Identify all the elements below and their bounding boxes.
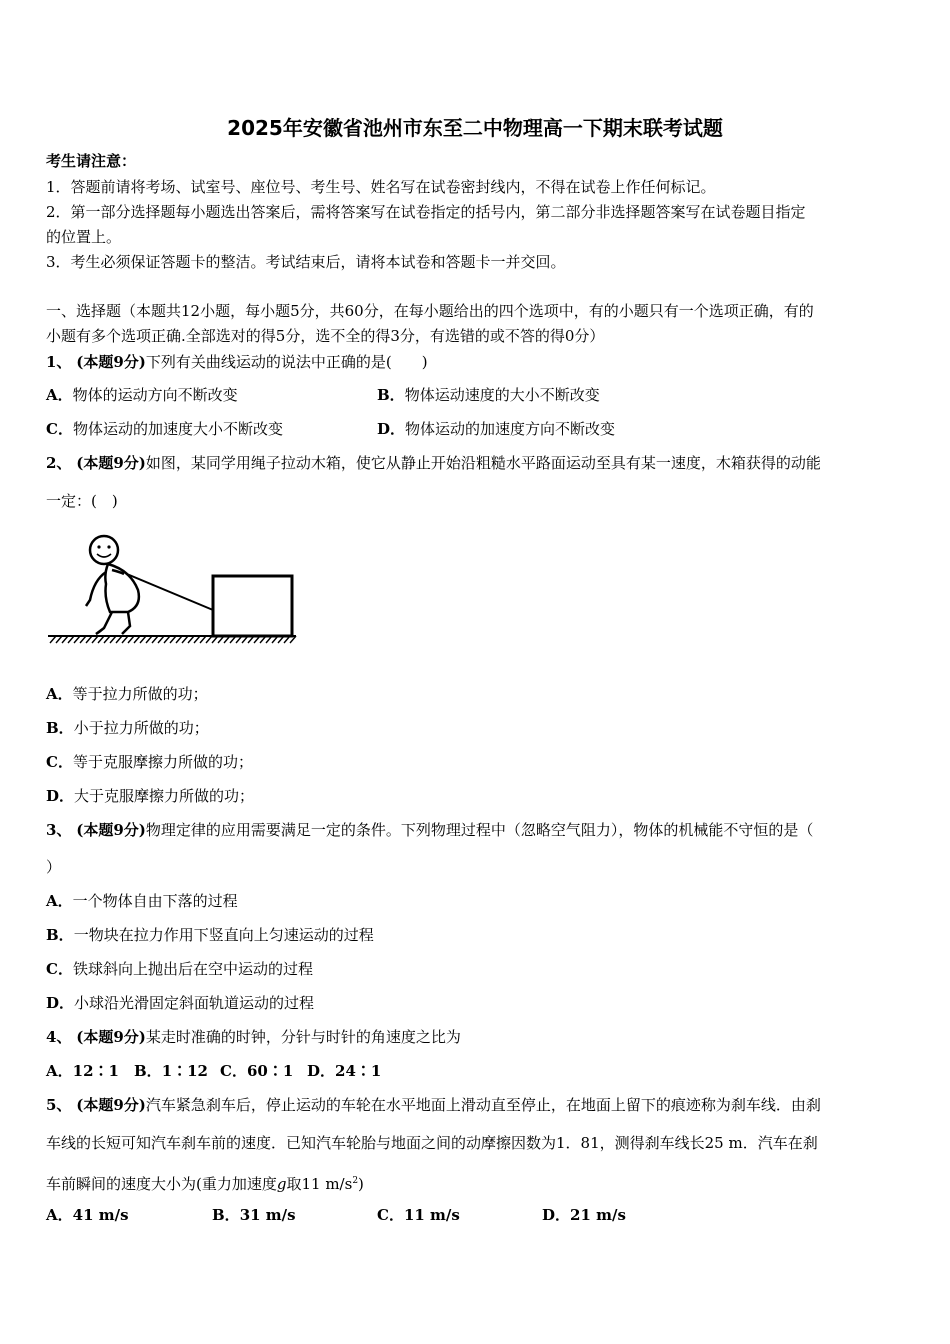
- option-a[interactable]: A．一个物体自由下落的过程: [46, 892, 238, 910]
- notice-item: 1．答题前请将考场、试室号、座位号、考生号、姓名写在试卷密封线内，不得在试卷上作任何标记。: [46, 178, 716, 196]
- notice-item: 3．考生必须保证答题卡的整洁。考试结束后，请将本试卷和答题卡一并交回。: [46, 253, 566, 271]
- question-score: (本题9分): [76, 821, 146, 839]
- question-stem: 某走时准确的时钟，分针与时针的角速度之比为: [145, 1028, 461, 1046]
- notice-heading: 考生请注意：: [46, 152, 137, 170]
- question-stem: 汽车紧急刹车后，停止运动的车轮在水平地面上滑动直至停止，在地面上留下的痕迹称为刹车线．由刹: [145, 1096, 821, 1114]
- question-2: [46, 453, 821, 473]
- option-b[interactable]: B．小于拉力所做的功；: [46, 719, 209, 737]
- option-d[interactable]: D．21 m/s: [542, 1206, 626, 1224]
- option-a[interactable]: A．41 m/s: [46, 1206, 129, 1224]
- question-number: 2、: [46, 454, 72, 472]
- option-c[interactable]: C．60∶1: [220, 1062, 294, 1080]
- person-pulling-box-figure: [46, 528, 302, 652]
- question-number: 5、: [46, 1096, 72, 1114]
- question-stem-cont: 车前瞬间的速度大小为(重力加速度g取11 $m/s^2$): [46, 1175, 364, 1193]
- option-b[interactable]: B．1∶12: [134, 1062, 208, 1080]
- question-stem-cont: 车线的长短可知汽车刹车前的速度．已知汽车轮胎与地面之间的动摩擦因数为1．81，测得刹车线长25 m．汽车在刹: [46, 1134, 818, 1152]
- question-stem-cont: 一定：( ): [46, 492, 118, 510]
- option-d[interactable]: D．大于克服摩擦力所做的功；: [46, 787, 255, 805]
- symbol-g: g: [276, 1175, 287, 1193]
- question-stem: 物理定律的应用需要满足一定的条件。下列物理过程中（忽略空气阻力），物体的机械能不守恒的是（: [145, 821, 814, 839]
- question-3: [46, 820, 813, 840]
- section-heading: 一、选择题（本题共12小题，每小题5分，共60分，在每小题给出的四个选项中，有的小题只有一个选项正确，有的: [46, 302, 814, 320]
- question-score: (本题9分): [76, 1096, 146, 1114]
- option-c[interactable]: C．物体运动的加速度大小不断改变: [46, 420, 283, 438]
- question-stem: 如图，某同学用绳子拉动木箱，使它从静止开始沿粗糙水平路面运动至具有某一速度，木箱获得的动能: [145, 454, 821, 472]
- question-number: 3、: [46, 821, 72, 839]
- option-b[interactable]: B．一物块在拉力作用下竖直向上匀速运动的过程: [46, 926, 374, 944]
- notice-item: 2．第一部分选择题每小题选出答案后，需将答案写在试卷指定的括号内，第二部分非选择题答案写在试卷题目指定: [46, 203, 806, 221]
- option-a[interactable]: A．物体的运动方向不断改变: [46, 386, 238, 404]
- section-heading-cont: 小题有多个选项正确.全部选对的得5分，选不全的得3分，有选错的或不答的得0分）: [46, 327, 605, 345]
- option-c[interactable]: C．铁球斜向上抛出后在空中运动的过程: [46, 960, 313, 978]
- option-a[interactable]: A．12∶1: [46, 1062, 119, 1080]
- question-stem: 下列有关曲线运动的说法中正确的是( ): [145, 353, 428, 371]
- option-b[interactable]: B．物体运动速度的大小不断改变: [377, 386, 600, 404]
- question-score: (本题9分): [76, 353, 146, 371]
- notice-item: 的位置上。: [46, 228, 122, 246]
- question-1: [46, 352, 428, 372]
- question-score: (本题9分): [76, 454, 146, 472]
- option-b[interactable]: B．31 m/s: [212, 1206, 296, 1224]
- option-c[interactable]: C．11 m/s: [377, 1206, 460, 1224]
- question-stem-cont: ）: [46, 858, 62, 876]
- page-title: 2025年安徽省池州市东至二中物理高一下期末联考试题: [227, 116, 723, 140]
- question-number: 1、: [46, 353, 72, 371]
- question-score: (本题9分): [76, 1028, 146, 1046]
- option-c[interactable]: C．等于克服摩擦力所做的功；: [46, 753, 253, 771]
- question-number: 4、: [46, 1028, 72, 1046]
- option-d[interactable]: D．小球沿光滑固定斜面轨道运动的过程: [46, 994, 315, 1012]
- question-4: [46, 1027, 461, 1047]
- question-5: [46, 1095, 821, 1115]
- option-a[interactable]: A．等于拉力所做的功；: [46, 685, 208, 703]
- option-d[interactable]: D．24∶1: [307, 1062, 382, 1080]
- option-d[interactable]: D．物体运动的加速度方向不断改变: [377, 420, 616, 438]
